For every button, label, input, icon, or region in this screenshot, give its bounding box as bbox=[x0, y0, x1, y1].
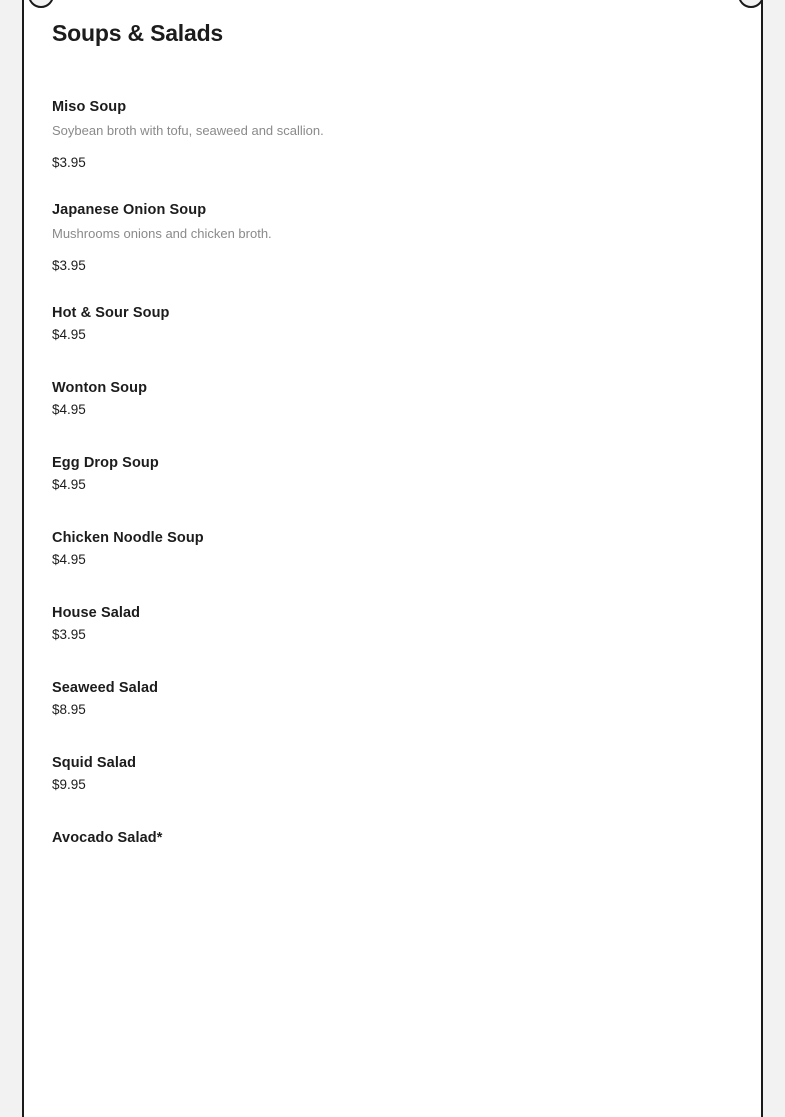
menu-item-price: $3.95 bbox=[52, 258, 86, 273]
menu-item-name: Japanese Onion Soup bbox=[52, 202, 207, 218]
menu-item-description: Soybean broth with tofu, seaweed and scallion. bbox=[52, 123, 324, 138]
menu-item-name: Squid Salad bbox=[52, 755, 137, 771]
menu-item-price: $4.95 bbox=[52, 327, 86, 342]
menu-item-name: Chicken Noodle Soup bbox=[52, 530, 204, 546]
menu-item-name: House Salad bbox=[52, 605, 141, 621]
menu-item bbox=[52, 530, 733, 567]
menu-item bbox=[52, 605, 733, 642]
menu-item bbox=[52, 830, 733, 846]
menu-item bbox=[52, 305, 733, 342]
menu-item-price: $3.95 bbox=[52, 627, 86, 642]
menu-item-name: Miso Soup bbox=[52, 99, 127, 115]
menu-item bbox=[52, 755, 733, 792]
menu-item-price: $8.95 bbox=[52, 702, 86, 717]
menu-item-description: Mushrooms onions and chicken broth. bbox=[52, 226, 272, 241]
menu-item-name: Avocado Salad* bbox=[52, 830, 163, 846]
menu-item-price: $3.95 bbox=[52, 155, 86, 170]
menu-item bbox=[52, 99, 733, 170]
menu-item-name: Wonton Soup bbox=[52, 380, 148, 396]
menu-item-name: Egg Drop Soup bbox=[52, 455, 159, 471]
menu-item-name: Hot & Sour Soup bbox=[52, 305, 170, 321]
menu-item-price: $9.95 bbox=[52, 777, 86, 792]
menu-card bbox=[22, 0, 763, 1117]
menu-item-name: Seaweed Salad bbox=[52, 680, 159, 696]
page-title: Soups & Salads bbox=[52, 20, 224, 46]
menu-item bbox=[52, 380, 733, 417]
menu-item-price: $4.95 bbox=[52, 402, 86, 417]
menu-item-price: $4.95 bbox=[52, 477, 86, 492]
menu-item-price: $4.95 bbox=[52, 552, 86, 567]
menu-item bbox=[52, 455, 733, 492]
menu-item bbox=[52, 202, 733, 273]
menu-item bbox=[52, 680, 733, 717]
menu-content bbox=[24, 0, 761, 884]
